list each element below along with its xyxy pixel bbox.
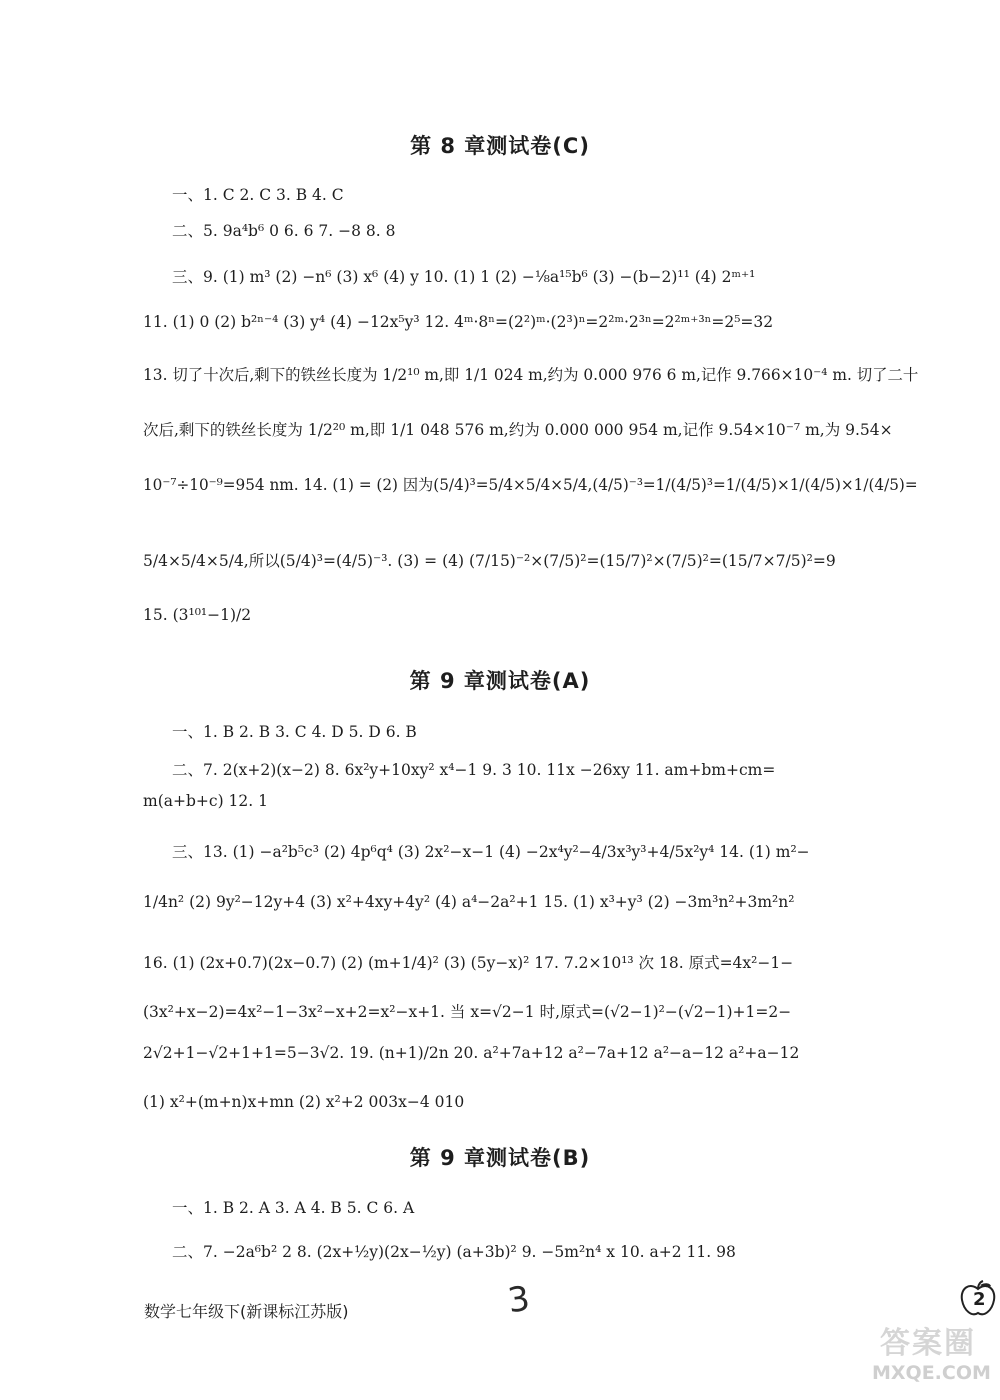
answer-line: 一、1. B 2. B 3. C 4. D 5. D 6. B xyxy=(172,723,417,741)
section-title: 第 9 章测试卷(B) xyxy=(409,1146,591,1170)
answer-line: 1/4n² (2) 9y²−12y+4 (3) x²+4xy+4y² (4) a⁴−2a²+1 15. (1) x³+y³ (2) −3m³n²+3m²n² xyxy=(143,893,795,911)
answer-line: m(a+b+c) 12. 1 xyxy=(143,792,268,810)
page-number: 2 xyxy=(973,1289,986,1310)
answer-line: 一、1. C 2. C 3. B 4. C xyxy=(172,186,344,204)
answer-line: 2√2+1−√2+1+1=5−3√2. 19. (n+1)/2n 20. a²+7a+12 a²−7a+12 a²−a−12 a²+a−12 xyxy=(143,1044,800,1062)
answer-line: 二、5. 9a⁴b⁶ 0 6. 6 7. −8 8. 8 xyxy=(172,222,396,240)
answer-line: 16. (1) (2x+0.7)(2x−0.7) (2) (m+1/4)² (3) (5y−x)² 17. 7.2×10¹³ 次 18. 原式=4x²−1− xyxy=(143,954,794,972)
section-title: 第 8 章测试卷(C) xyxy=(410,134,590,158)
handwritten-mark: 3 xyxy=(505,1278,533,1322)
watermark-text: 答案圈 xyxy=(880,1326,976,1361)
answer-line: 二、7. −2a⁶b² 2 8. (2x+½y)(2x−½y) (a+3b)² 9. −5m²n⁴ x 10. a+2 11. 98 xyxy=(172,1243,736,1261)
answer-line: 一、1. B 2. A 3. A 4. B 5. C 6. A xyxy=(172,1199,415,1217)
answer-line: 二、7. 2(x+2)(x−2) 8. 6x²y+10xy² x⁴−1 9. 3 10. 11x −26xy 11. am+bm+cm= xyxy=(172,761,776,779)
answer-line: 10⁻⁷÷10⁻⁹=954 nm. 14. (1) = (2) 因为(5/4)³=5/4×5/4×5/4,(4/5)⁻³=1/(4/5)³=1/(4/5)×1/(4/5)×1/(4/5)= xyxy=(143,476,918,494)
answer-line: 5/4×5/4×5/4,所以(5/4)³=(4/5)⁻³. (3) = (4) (7/15)⁻²×(7/5)²=(15/7)²×(7/5)²=(15/7×7/5)²=9 xyxy=(143,552,836,570)
section-title: 第 9 章测试卷(A) xyxy=(409,669,591,693)
answer-line: (3x²+x−2)=4x²−1−3x²−x+2=x²−x+1. 当 x=√2−1 时,原式=(√2−1)²−(√2−1)+1=2− xyxy=(143,1003,792,1021)
answer-line: 11. (1) 0 (2) b²ⁿ⁻⁴ (3) y⁴ (4) −12x⁵y³ 12. 4ᵐ·8ⁿ=(2²)ᵐ·(2³)ⁿ=2²ᵐ·2³ⁿ=2²ᵐ⁺³ⁿ=2⁵=32 xyxy=(143,313,774,331)
watermark-url: MXQE.COM xyxy=(872,1362,991,1384)
answer-line: 13. 切了十次后,剩下的铁丝长度为 1/2¹⁰ m,即 1/1 024 m,约为 0.000 976 6 m,记作 9.766×10⁻⁴ m. 切了二十 xyxy=(143,366,919,384)
answer-line: 三、9. (1) m³ (2) −n⁶ (3) x⁶ (4) y 10. (1) 1 (2) −⅛a¹⁵b⁶ (3) −(b−2)¹¹ (4) 2ᵐ⁺¹ xyxy=(172,268,756,286)
answer-line: (1) x²+(m+n)x+mn (2) x²+2 003x−4 010 xyxy=(143,1093,465,1111)
book-title: 数学七年级下(新课标江苏版) xyxy=(144,1302,349,1321)
answer-line: 次后,剩下的铁丝长度为 1/2²⁰ m,即 1/1 048 576 m,约为 0.000 000 954 m,记作 9.54×10⁻⁷ m,为 9.54× xyxy=(143,421,893,439)
answer-line: 15. (3¹⁰¹−1)/2 xyxy=(143,606,252,624)
answer-line: 三、13. (1) −a²b⁵c³ (2) 4p⁶q⁴ (3) 2x²−x−1 (4) −2x⁴y²−4/3x³y³+4/5x²y⁴ 14. (1) m²− xyxy=(172,843,810,861)
